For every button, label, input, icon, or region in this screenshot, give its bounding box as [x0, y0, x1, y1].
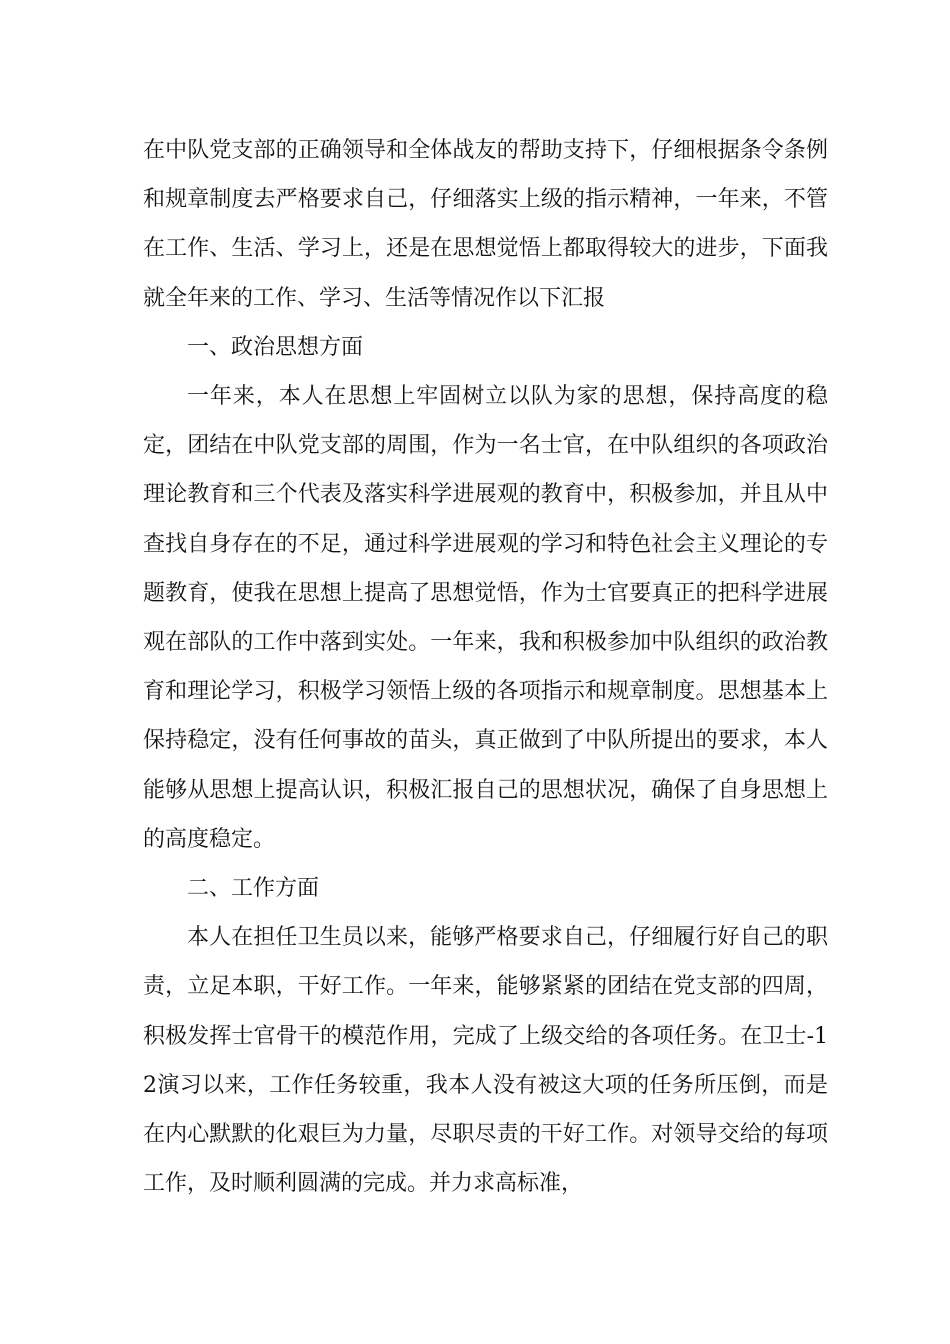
paragraph-intro: 在中队党支部的正确领导和全体战友的帮助支持下，仔细根据条令条例和规章制度去严格要求自己，仔细落实上级的指示精神，一年来，不管在工作、生活、学习上，还是在思想觉悟上都取得较大的进步，下面我就全年来的工作、学习、生活等情况作以下汇报 [143, 138, 828, 311]
paragraph-political: 一年来，本人在思想上牢固树立以队为家的思想，保持高度的稳定，团结在中队党支部的周围，作为一名士官，在中队组织的各项政治理论教育和三个代表及落实科学进展观的教育中，积极参加，并且从中查找自身存在的不足，通过科学进展观的学习和特色社会主义理论的专题教育，使我在思想上提高了思想觉悟，作为士官要真正的把科学进展观在部队的工作中落到实处。一年来，我和积极参加中队组织的政治教育和理论学习，积极学习领悟上级的各项指示和规章制度。思想基本上保持稳定，没有任何事故的苗头，真正做到了中队所提出的要求，本人能够从思想上提高认识，积极汇报自己的思想状况，确保了自身思想上的高度稳定。 [143, 384, 828, 852]
section-heading-political: 一、政治思想方面 [187, 334, 364, 360]
section-heading-work: 二、工作方面 [187, 876, 320, 902]
document-body [143, 126, 828, 1208]
paragraph-work: 本人在担任卫生员以来，能够严格要求自己，仔细履行好自己的职责，立足本职，干好工作。一年来，能够紧紧的团结在党支部的四周，积极发挥士官骨干的模范作用，完成了上级交给的各项任务。在卫士-12演习以来，工作任务较重，我本人没有被这大项的任务所压倒，而是在内心默默的化艰巨为力量，尽职尽责的干好工作。对领导交给的每项工作，及时顺利圆满的完成。并力求高标准， [143, 925, 828, 1197]
